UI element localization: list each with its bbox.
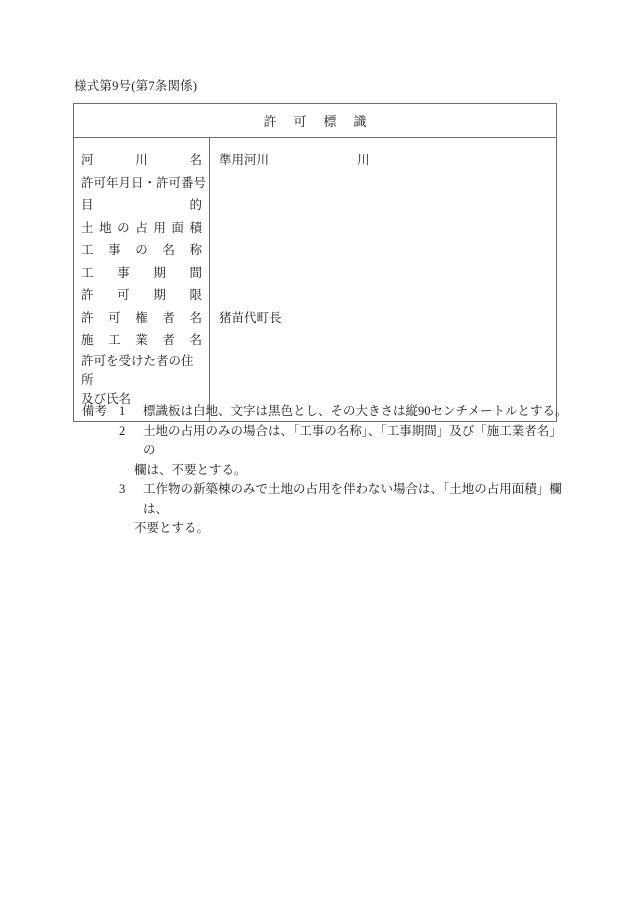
remark-text-line1: 土地の占用のみの場合は、「工事の名称」、「工事期間」及び「施工業者名」の (143, 423, 562, 457)
remark-item (119, 422, 573, 481)
permittee-label-line2: 及び氏名 (81, 391, 132, 406)
row-label-permitter-name: 許可権者名 (81, 310, 202, 325)
remark-text (134, 480, 573, 539)
river-value-suffix: 川 (357, 153, 370, 167)
row-label-river-name: 河川名 (81, 153, 202, 167)
remark-number: 2 (119, 423, 126, 438)
row-value-work-period (219, 262, 547, 285)
remarks-section (73, 402, 573, 539)
remark-item (119, 402, 573, 422)
remarks-items (119, 402, 573, 539)
row-value-permit-deadline (219, 284, 547, 307)
remark-text-line2: 不要とする。 (134, 521, 210, 535)
remarks-row (73, 402, 573, 539)
river-value-prefix: 準用河川 (219, 153, 270, 167)
row-label-contractor-name: 施工業者名 (81, 333, 202, 347)
remark-text-line1: 標識板は白地、文字は黒色とし、その大きさは縦90センチメートルとする。 (143, 404, 568, 418)
row-label-occupied-area: 土地の占用面積 (81, 220, 202, 235)
row-value-contractor-name (219, 329, 547, 352)
row-value-work-name (219, 239, 547, 262)
row-value-purpose (219, 194, 547, 217)
row-label-permit-deadline: 許可期限 (81, 288, 202, 302)
form-number: 様式第9号(第7条関係) (74, 79, 198, 93)
table-title (74, 111, 556, 130)
remark-number: 1 (119, 404, 126, 418)
table-header-row (74, 104, 556, 138)
remark-number: 3 (119, 482, 126, 496)
remarks-label: 備考 (82, 404, 108, 418)
permit-sign-table (73, 103, 557, 422)
table-title-text: 許可標識 (263, 114, 384, 129)
permittee-label-line1: 許可を受けた者の住所 (81, 353, 194, 387)
row-label-work-period: 工事期間 (81, 265, 202, 280)
row-value-permitter-name: 猪苗代町長 (219, 310, 282, 325)
row-label-purpose: 目的 (81, 198, 202, 212)
row-value-river-name (219, 149, 547, 172)
row-value-occupied-area (219, 217, 547, 240)
label-column (74, 138, 210, 421)
remark-text (134, 422, 573, 481)
row-label-permit-date-no: 許可年月日・許可番号 (81, 175, 207, 190)
remark-text-line1: 工作物の新築棟のみで土地の占用を伴わない場合は、「土地の占用面積」欄は、 (143, 482, 562, 516)
row-value-permittee-address-name (219, 352, 547, 390)
table-body (74, 138, 556, 421)
row-label-work-name: 工事の名称 (81, 243, 202, 257)
value-column (210, 138, 556, 421)
remark-text-line2: 欄は、不要とする。 (134, 462, 247, 477)
remark-text (143, 402, 573, 422)
row-value-permit-date-no (219, 172, 547, 195)
remark-item (119, 480, 573, 539)
row-label-permittee-address-name (81, 352, 202, 409)
